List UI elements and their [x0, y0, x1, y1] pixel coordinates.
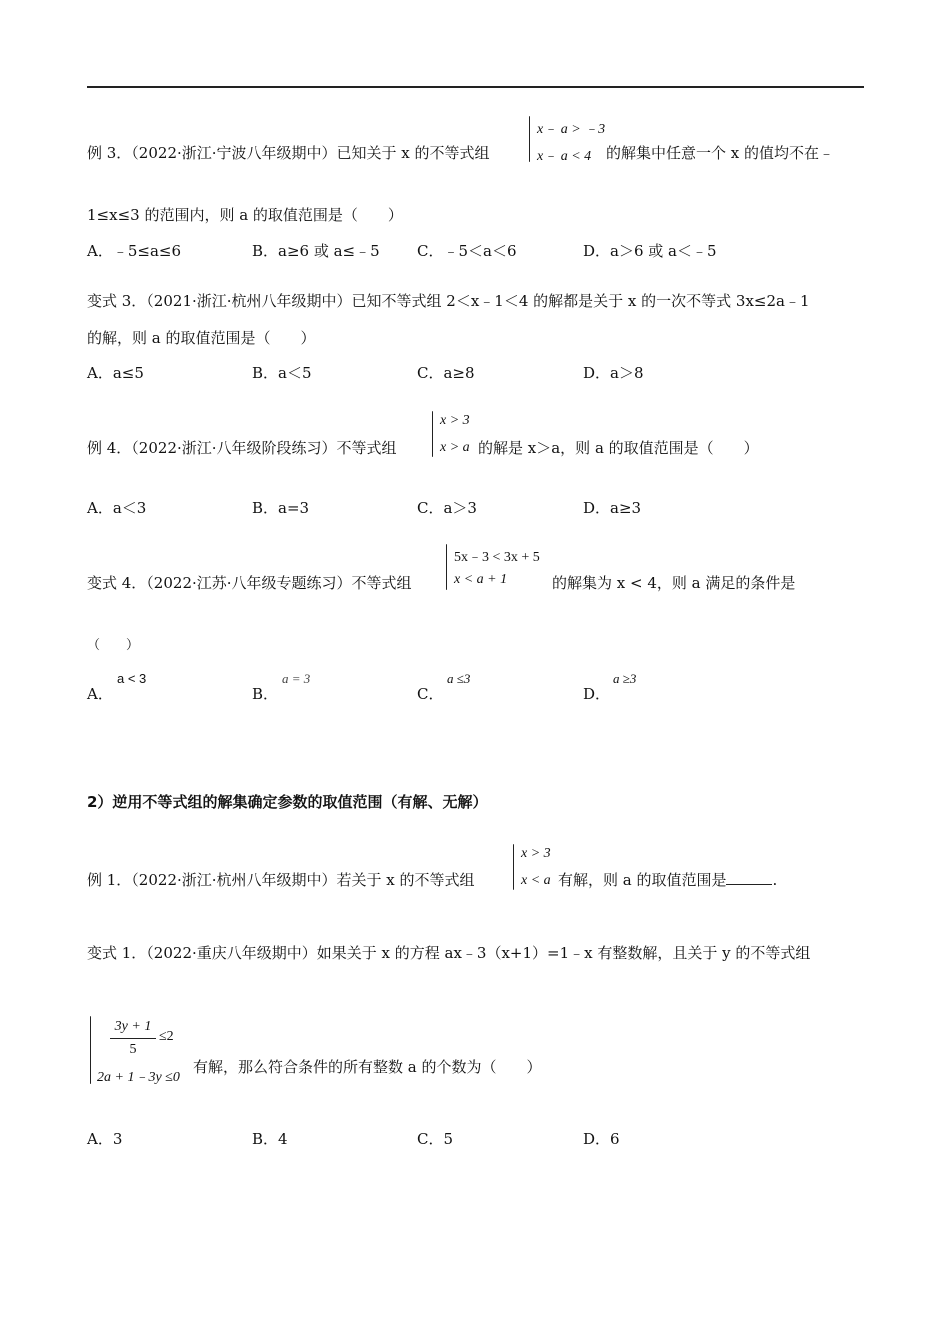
- var3-option-c: C．a≥8: [417, 364, 475, 382]
- var3-option-b: B．a＜5: [252, 364, 312, 382]
- ex4-option-a: A．a＜3: [87, 499, 147, 517]
- var1-fraction-relation: ≤2: [159, 1029, 174, 1044]
- ex1-stem-b: [558, 873, 777, 888]
- var4-option-a-value: a < 3: [117, 671, 147, 686]
- ex3-stem-c: 1≤x≤3 的范围内，则 a 的取值范围是（ ）: [87, 206, 403, 224]
- ex3-stem-a: 例 3．（2022·浙江·宁波八年级期中）已知关于 x 的不等式组: [87, 144, 490, 162]
- var1-option-b: B．4: [252, 1130, 288, 1148]
- ex4-system-line-1: x > 3: [440, 413, 470, 428]
- ex1-system-line-2: x < a: [521, 873, 551, 888]
- ex1-system-line-1: x > 3: [521, 846, 551, 861]
- ex1-stem-b-text: 有解，则 a 的取值范围是: [558, 871, 727, 889]
- ex4-stem-b: 的解是 x＞a，则 a 的取值范围是（ ）: [478, 439, 759, 457]
- ex3-option-a: A．﹣5≤a≤6: [87, 242, 181, 260]
- ex3-system-line-2: x﹣ a < 4: [537, 149, 592, 164]
- var4-option-a-letter: A．: [87, 685, 113, 703]
- ex1-stem-a: 例 1．（2022·浙江·杭州八年级期中）若关于 x 的不等式组: [87, 871, 475, 889]
- system-brace: [446, 544, 447, 590]
- var4-option-d-value: a ≥3: [613, 671, 637, 686]
- ex3-option-b: B．a≥6 或 a≤﹣5: [252, 242, 380, 260]
- var3-option-d: D．a＞8: [583, 364, 644, 382]
- ex3-system-line-1: x﹣ a > ﹣3: [537, 122, 606, 137]
- var4-option-c-letter: C．: [417, 685, 444, 703]
- header-rule: [87, 86, 864, 88]
- var4-option-c-value: a ≤3: [447, 671, 471, 686]
- var3-line-2: 的解，则 a 的取值范围是（ ）: [87, 329, 316, 347]
- var4-option-b-value: a = 3: [282, 671, 311, 686]
- ex1-stem-end: .: [772, 871, 778, 889]
- var1-fraction-denominator: 5: [129, 1042, 137, 1057]
- var4-option-b-letter: B．: [252, 685, 279, 703]
- system-brace: [432, 411, 433, 457]
- var1-option-d: D．6: [583, 1130, 620, 1148]
- ex3-option-c: C．﹣5＜a＜6: [417, 242, 517, 260]
- var3-line-1: 变式 3．（2021·浙江·杭州八年级期中）已知不等式组 2＜x﹣1＜4 的解都是关于 x 的一次不等式 3x≤2a﹣1: [87, 292, 810, 310]
- var1-line-1: 变式 1．（2022·重庆八年级期中）如果关于 x 的方程 ax﹣3（x+1）=1﹣x 有整数解，且关于 y 的不等式组: [87, 944, 811, 962]
- ex4-stem-a: 例 4．（2022·浙江·八年级阶段练习）不等式组: [87, 439, 397, 457]
- var1-option-c: C．5: [417, 1130, 454, 1148]
- var4-option-d-letter: D．: [583, 685, 611, 703]
- var1-system-line-2: 2a + 1﹣3y ≤0: [97, 1070, 180, 1085]
- var4-system-line-2: x < a + 1: [454, 572, 508, 587]
- var4-stem-b: 的解集为 x < 4，则 a 满足的条件是: [552, 574, 796, 592]
- ex4-option-d: D．a≥3: [583, 499, 642, 517]
- var1-fraction-numerator: 3y + 1: [114, 1019, 152, 1034]
- ex3-stem-b: 的解集中任意一个 x 的值均不在﹣: [606, 144, 834, 162]
- ex4-option-b: B．a=3: [252, 499, 310, 517]
- var4-stem-a: 变式 4．（2022·江苏·八年级专题练习）不等式组: [87, 574, 412, 592]
- var4-answer-paren: （ ）: [87, 637, 140, 652]
- var4-system-line-1: 5x﹣3 < 3x + 5: [454, 550, 540, 565]
- ex4-system-line-2: x > a: [440, 440, 470, 455]
- var1-option-a: A．3: [87, 1130, 123, 1148]
- system-brace: [513, 844, 514, 890]
- ex4-option-c: C．a＞3: [417, 499, 477, 517]
- var3-option-a: A．a≤5: [87, 364, 144, 382]
- var1-stem-b: 有解，那么符合条件的所有整数 a 的个数为（ ）: [193, 1058, 542, 1076]
- system-brace: [90, 1016, 91, 1084]
- system-brace: [529, 116, 530, 162]
- fraction-bar: [110, 1038, 156, 1039]
- answer-blank[interactable]: [726, 884, 772, 885]
- section-heading: 2）逆用不等式组的解集确定参数的取值范围（有解、无解）: [87, 793, 488, 811]
- ex3-option-d: D．a＞6 或 a＜﹣5: [583, 242, 717, 260]
